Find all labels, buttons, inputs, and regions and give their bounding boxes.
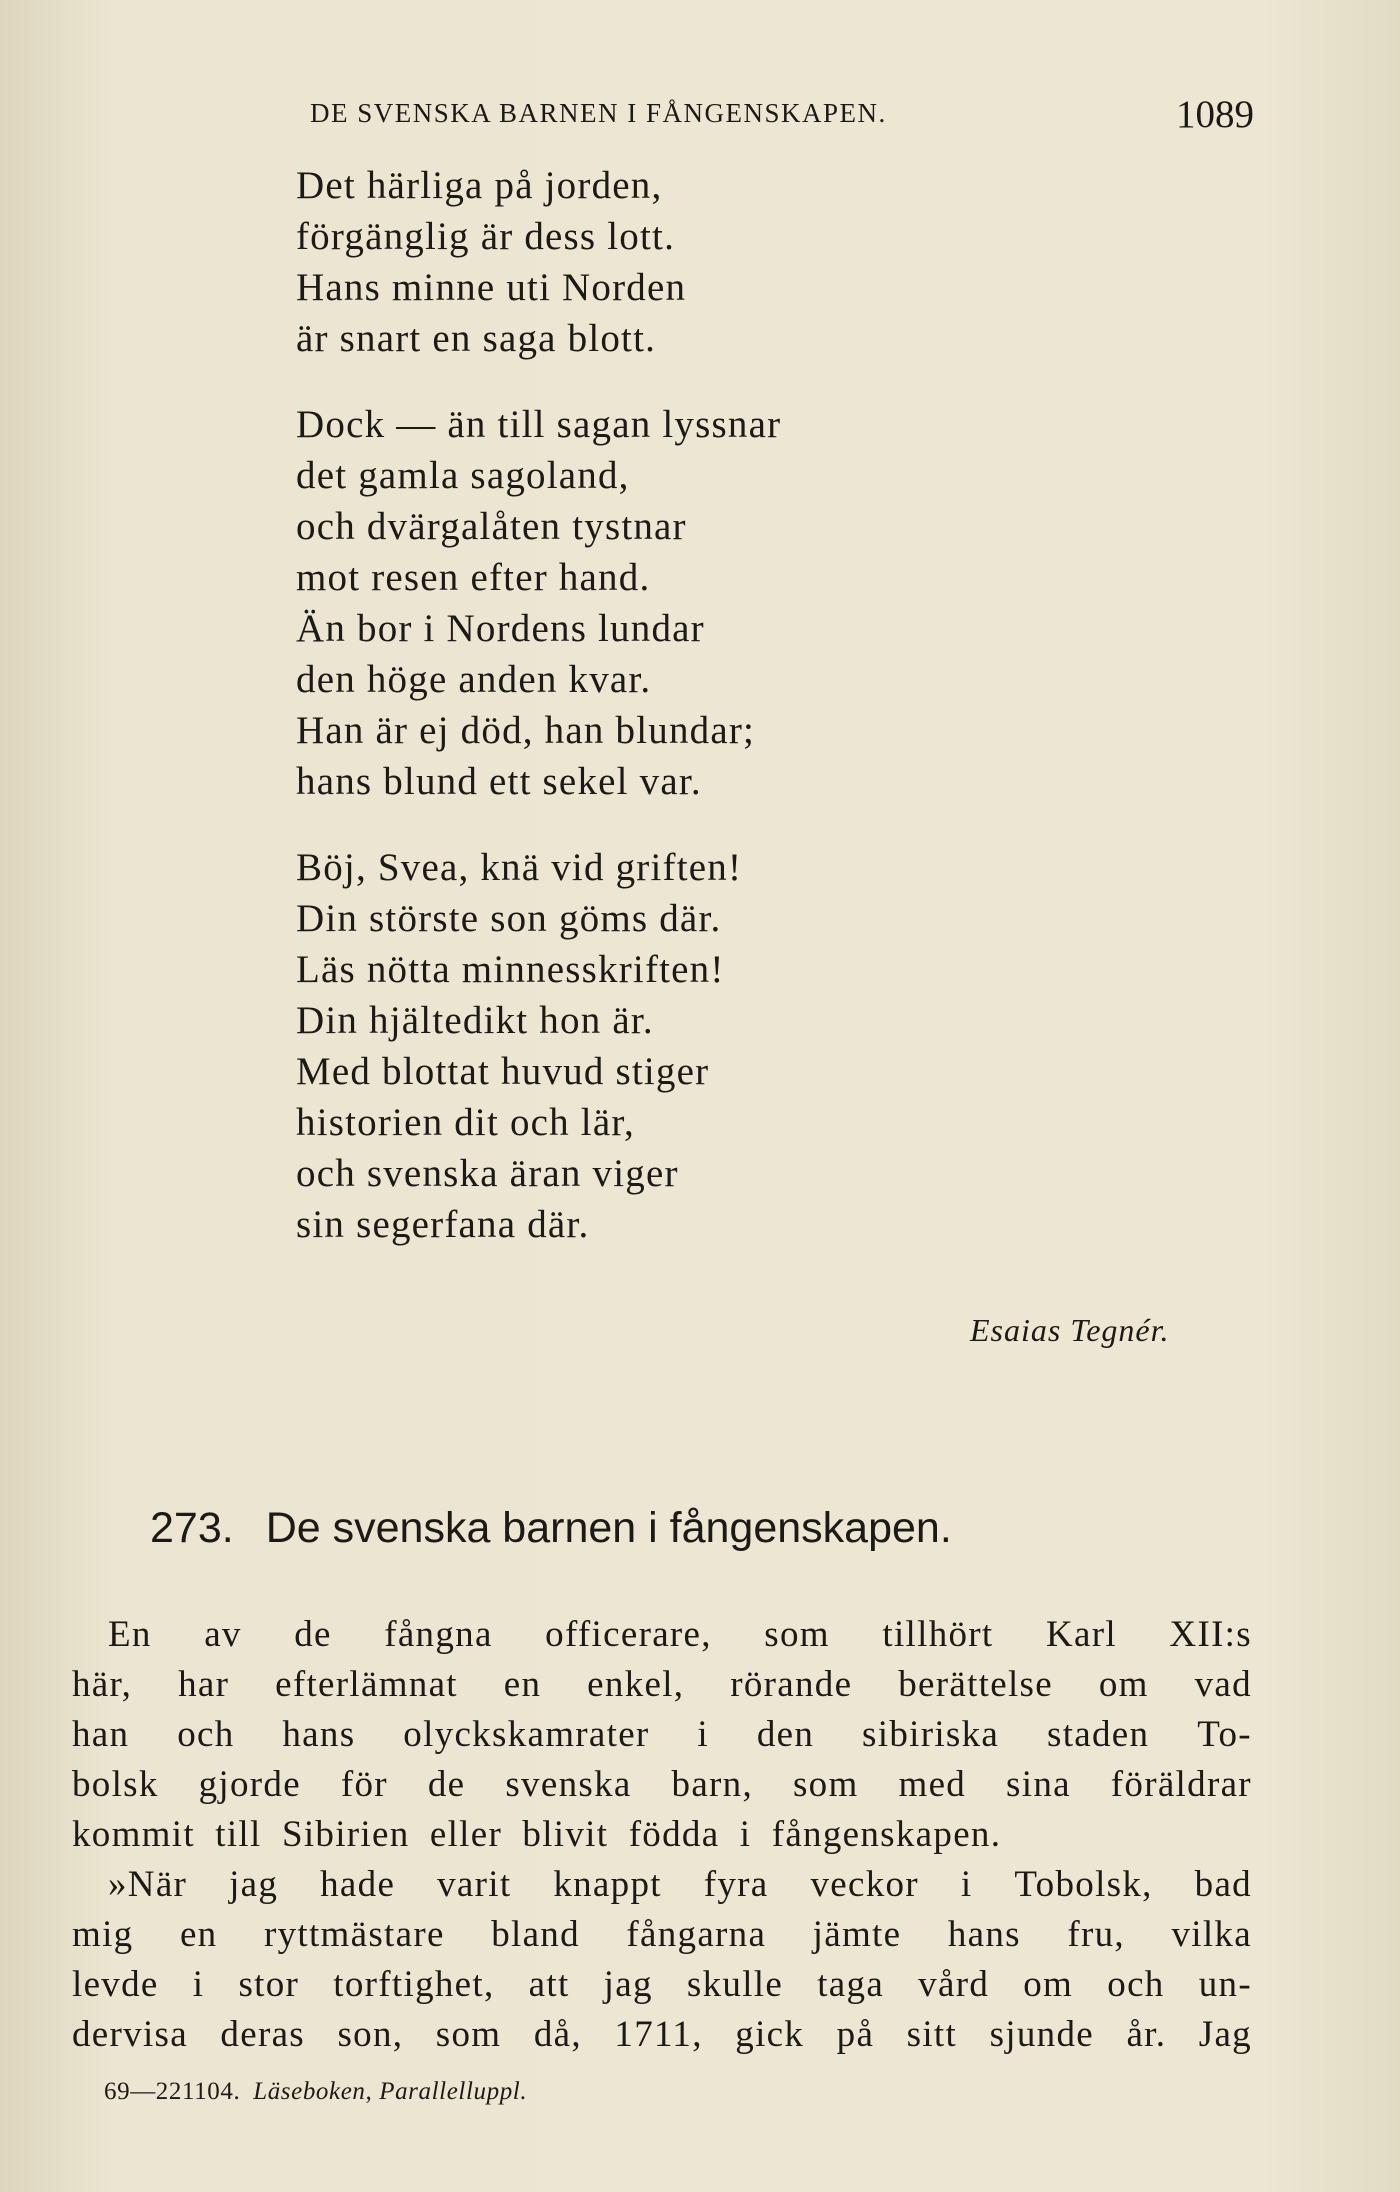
word: tillhört (882, 1614, 994, 1655)
word: gick (735, 2014, 805, 2055)
word: på (836, 2014, 875, 2055)
word: To- (1197, 1714, 1252, 1755)
word: enkel, (587, 1664, 685, 1705)
word: barn, (671, 1764, 754, 1805)
poem-line: är snart en saga blott. (296, 317, 657, 360)
word: en (503, 1664, 542, 1705)
word: han (72, 1714, 130, 1755)
word: sina (1006, 1764, 1071, 1805)
word: vård (918, 1964, 990, 2005)
word: levde (72, 1964, 159, 2005)
word: i (697, 1714, 709, 1755)
poem-line: mot resen efter hand. (296, 556, 651, 599)
word: i (960, 1864, 973, 1905)
word: med (898, 1764, 967, 1805)
word: för (340, 1764, 388, 1805)
word: vilka (1171, 1914, 1252, 1955)
poem-line: hans blund ett sekel var. (296, 760, 702, 803)
section-number: 273. (150, 1504, 234, 1552)
word: hans (282, 1714, 356, 1755)
word: som (435, 2014, 502, 2055)
word: år. (1126, 2014, 1167, 2055)
poem-line: Hans minne uti Norden (296, 266, 687, 309)
poem-line: historien dit och lär, (296, 1101, 635, 1144)
poem-attribution: Esaias Tegnér. (970, 1312, 1170, 1348)
word: knappt (553, 1864, 662, 1905)
word: rörande (730, 1664, 853, 1705)
word: jämte (812, 1914, 902, 1955)
poem-stanza (296, 160, 996, 364)
word: här, (72, 1664, 133, 1705)
word: till (215, 1814, 262, 1855)
word: svenska (505, 1764, 632, 1805)
poem-stanza (296, 399, 996, 807)
word: sibiriska (862, 1714, 1000, 1755)
word: den (756, 1714, 815, 1755)
word: varit (437, 1864, 512, 1905)
word: un- (1198, 1964, 1252, 2005)
running-title: DE SVENSKA BARNEN I FÅNGENSKAPEN. (310, 98, 887, 128)
word: Sibirien (281, 1814, 410, 1855)
word: bad (1194, 1864, 1252, 1905)
word: eller (429, 1814, 503, 1855)
word: dervisa (72, 2014, 188, 2055)
book-title: Läseboken, Parallelluppl. (253, 2078, 528, 2105)
word: bolsk (72, 1764, 159, 1805)
word: blivit (522, 1814, 609, 1855)
word: gjorde (198, 1764, 301, 1805)
poem-line: Det härliga på jorden, (296, 164, 663, 207)
word: skulle (686, 1964, 784, 2005)
word: son, (337, 2014, 404, 2055)
poem-line: den höge anden kvar. (296, 658, 652, 701)
word: sjunde (989, 2014, 1094, 2055)
poem-line: sin segerfana där. (296, 1203, 590, 1246)
word: som (792, 1764, 859, 1805)
section-heading (150, 1502, 1300, 1554)
printer-signature (104, 2078, 527, 2106)
word: Tobolsk, (1014, 1864, 1153, 1905)
word: de (427, 1764, 466, 1805)
word: jag (229, 1864, 279, 1905)
body-line (72, 1810, 1252, 1860)
word: bland (491, 1914, 580, 1955)
poem-line: det gamla sagoland, (296, 454, 630, 497)
word: kommit (72, 1814, 195, 1855)
body-line (72, 2010, 1252, 2060)
word: fångarna (626, 1914, 767, 1955)
word: veckor (810, 1864, 919, 1905)
word: om (1098, 1664, 1149, 1705)
word: vad (1194, 1664, 1252, 1705)
word: efterlämnat (275, 1664, 458, 1705)
word: födda (628, 1814, 720, 1855)
word: av (204, 1614, 242, 1655)
poem-line: Läs nötta minnesskriften! (296, 948, 725, 991)
body-line (72, 1860, 1252, 1910)
word: i (739, 1814, 752, 1855)
poem-line: Böj, Svea, knä vid griften! (296, 846, 743, 889)
poem-line: Han är ej död, han blundar; (296, 709, 756, 752)
word: sitt (906, 2014, 958, 2055)
word: jag (603, 1964, 653, 2005)
word: olyckskamrater (403, 1714, 650, 1755)
word: som (764, 1614, 830, 1655)
word: 1711, (614, 2014, 703, 2055)
word: då, (533, 2014, 582, 2055)
word: en (179, 1914, 218, 1955)
word: fru, (1067, 1914, 1125, 1955)
poem-line: och dvärgalåten tystnar (296, 505, 687, 548)
word: En (108, 1614, 152, 1655)
word: fångenskapen. (771, 1814, 1002, 1855)
page-header (0, 92, 1400, 136)
word: Jag (1198, 2014, 1252, 2055)
body-line (72, 1610, 1252, 1660)
poem-line: Än bor i Nordens lundar (296, 607, 705, 650)
word: om (1023, 1964, 1074, 2005)
word: att (528, 1964, 570, 2005)
word: berättelse (898, 1664, 1053, 1705)
word: XII:s (1169, 1614, 1252, 1655)
word: hans (947, 1914, 1021, 1955)
word: har (178, 1664, 230, 1705)
poem-line: och svenska äran viger (296, 1152, 679, 1195)
word: mig (72, 1914, 134, 1955)
word: staden (1047, 1714, 1150, 1755)
word: deras (220, 2014, 305, 2055)
body-line (72, 1760, 1252, 1810)
poem-line: Din störste son göms där. (296, 897, 722, 940)
word: stor (238, 1964, 300, 2005)
word: fångna (384, 1614, 493, 1655)
body-paragraphs (72, 1610, 1252, 2060)
section-title: De svenska barnen i fångenskapen. (265, 1504, 952, 1552)
word: taga (817, 1964, 885, 2005)
word: föräldrar (1110, 1764, 1252, 1805)
word: hade (320, 1864, 396, 1905)
page-number: 1089 (1176, 93, 1254, 136)
word: officerare, (545, 1614, 712, 1655)
word: ryttmästare (263, 1914, 445, 1955)
body-line (72, 1660, 1252, 1710)
word: Karl (1045, 1614, 1117, 1655)
word: och (177, 1714, 235, 1755)
body-line (72, 1910, 1252, 1960)
poem (296, 160, 996, 1285)
poem-line: Dock — än till sagan lyssnar (296, 403, 782, 446)
poem-line: Din hjältedikt hon är. (296, 999, 654, 1042)
word: fyra (703, 1864, 769, 1905)
word: de (294, 1614, 332, 1655)
body-line (72, 1710, 1252, 1760)
word: »När (108, 1864, 188, 1905)
poem-stanza (296, 842, 996, 1250)
poem-line: förgänglig är dess lott. (296, 215, 676, 258)
body-line (72, 1960, 1252, 2010)
word: och (1107, 1964, 1165, 2005)
word: torftighet, (333, 1964, 495, 2005)
word: i (192, 1964, 205, 2005)
poem-line: Med blottat huvud stiger (296, 1050, 710, 1093)
signature-mark: 69—221104. (104, 2078, 241, 2105)
